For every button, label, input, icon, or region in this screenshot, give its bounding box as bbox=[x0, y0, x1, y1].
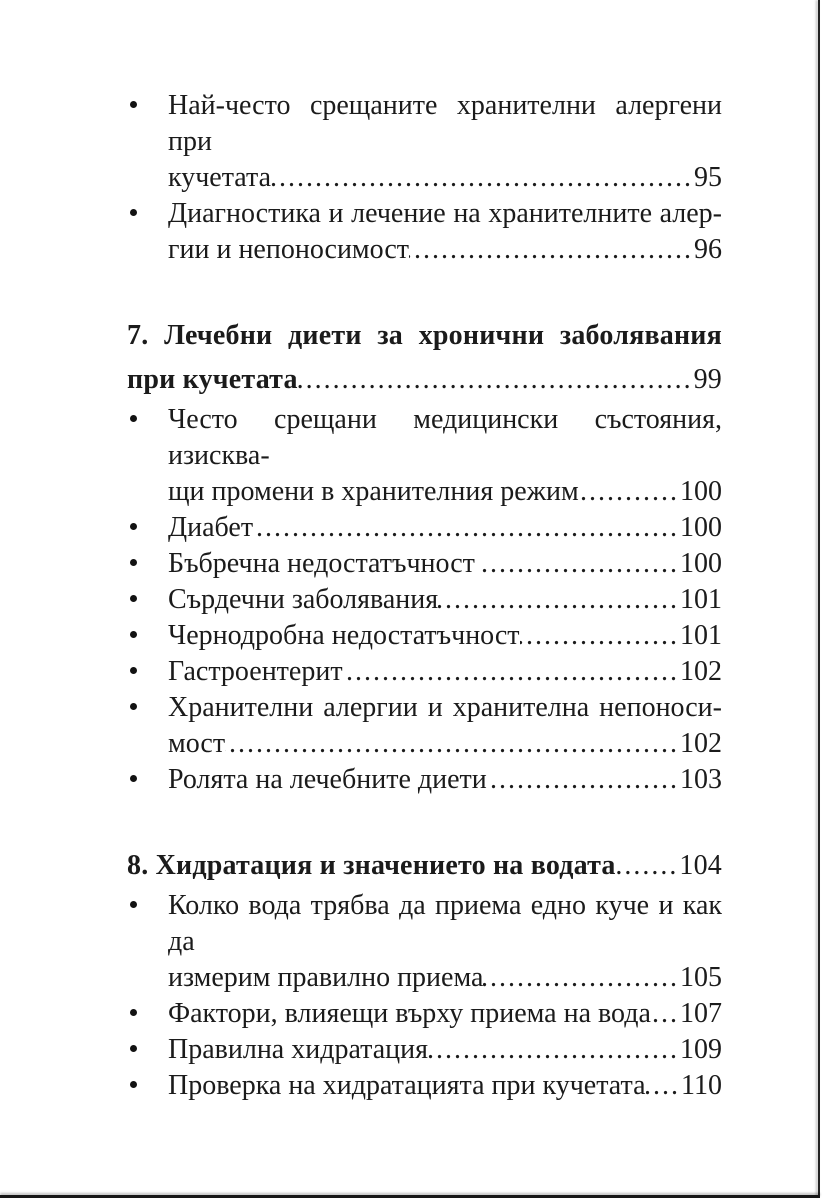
chapter-heading bbox=[127, 844, 722, 888]
chapter-heading-text: при кучетата bbox=[127, 364, 298, 395]
page-number: 96 bbox=[694, 234, 722, 265]
toc-entry-text: Най-често срещаните хранителни алергени при bbox=[168, 90, 722, 157]
toc-entry-line bbox=[168, 726, 722, 762]
toc-entry-line bbox=[168, 654, 722, 690]
bullet-icon bbox=[130, 595, 137, 602]
toc-section bbox=[127, 314, 722, 798]
toc-entry bbox=[127, 654, 722, 690]
page-number: 99 bbox=[693, 364, 722, 395]
toc-entry-line bbox=[168, 960, 722, 996]
toc-entry-text: Правилна хидратация bbox=[168, 1034, 429, 1065]
toc-entry-text: кучетата bbox=[168, 162, 272, 193]
toc-entry-line bbox=[168, 510, 722, 546]
toc-entry-line bbox=[168, 1032, 722, 1068]
toc-entry-text: Фактори, влияещи върху приема на вода bbox=[168, 998, 651, 1029]
dot-leader bbox=[271, 160, 693, 196]
toc-entry-text: Гастроентерит bbox=[168, 656, 343, 687]
dot-leader bbox=[438, 582, 679, 618]
toc-entry-line bbox=[168, 232, 722, 268]
page-number: 101 bbox=[680, 584, 722, 615]
chapter-heading-text: 7. Лечебни диети за хронични заболявания bbox=[127, 320, 722, 351]
toc-entry-text: Хранителни алергии и хранителна непоноси- bbox=[168, 692, 722, 723]
toc-entry bbox=[127, 510, 722, 546]
toc-entry-line bbox=[168, 160, 722, 196]
toc-entry-text: Колко вода трябва да приема едно куче и как да bbox=[168, 890, 722, 957]
page-number: 102 bbox=[680, 728, 722, 759]
scan-edge-right bbox=[818, 0, 820, 1197]
dot-leader bbox=[483, 960, 679, 996]
dot-leader bbox=[298, 358, 693, 402]
chapter-heading-line bbox=[127, 844, 722, 888]
toc-entry bbox=[127, 1032, 722, 1068]
toc-entry-line bbox=[168, 546, 722, 582]
dot-leader bbox=[616, 844, 679, 888]
toc-entry-text: Диабет bbox=[168, 512, 254, 543]
page-number: 102 bbox=[680, 656, 722, 687]
toc-entry-line bbox=[168, 474, 722, 510]
bullet-icon bbox=[130, 667, 137, 674]
toc-entry-text: щи промени в хранителния режим bbox=[168, 476, 579, 507]
toc-entry bbox=[127, 546, 722, 582]
scan-edge-bottom bbox=[0, 1195, 820, 1198]
toc-entry bbox=[127, 618, 722, 654]
dot-leader bbox=[428, 1032, 679, 1068]
page-number: 100 bbox=[680, 476, 722, 507]
toc-entry-line bbox=[168, 762, 722, 798]
chapter-heading-text: 8. Хидратация и значението на водата bbox=[127, 850, 616, 881]
dot-leader bbox=[520, 618, 679, 654]
toc-entry-line bbox=[168, 996, 722, 1032]
bullet-icon bbox=[130, 901, 137, 908]
page-number: 101 bbox=[680, 620, 722, 651]
dot-leader bbox=[482, 546, 679, 582]
bullet-icon bbox=[130, 775, 137, 782]
bullet-icon bbox=[130, 1081, 137, 1088]
toc-entry-text: мост bbox=[168, 728, 226, 759]
page-number: 107 bbox=[680, 998, 722, 1029]
dot-leader bbox=[487, 762, 679, 798]
toc-entry bbox=[127, 996, 722, 1032]
bullet-icon bbox=[130, 415, 137, 422]
bullet-icon bbox=[130, 523, 137, 530]
page-number: 95 bbox=[694, 162, 722, 193]
page-number: 100 bbox=[680, 548, 722, 579]
dot-leader bbox=[225, 726, 679, 762]
toc-entry-text: измерим правилно приема bbox=[168, 962, 484, 993]
bullet-icon bbox=[130, 703, 137, 710]
bullet-icon bbox=[130, 101, 137, 108]
toc-entry-line bbox=[168, 1068, 722, 1104]
chapter-heading bbox=[127, 314, 722, 402]
page-number: 104 bbox=[679, 850, 722, 881]
page-number: 105 bbox=[680, 962, 722, 993]
page-number: 100 bbox=[680, 512, 722, 543]
bullet-icon bbox=[130, 1045, 137, 1052]
toc-section bbox=[127, 844, 722, 1104]
toc-entry bbox=[127, 1068, 722, 1104]
dot-leader bbox=[646, 1068, 681, 1104]
toc-entry bbox=[127, 402, 722, 510]
toc-entry-text: гии и непоносимост bbox=[168, 234, 410, 265]
dot-leader bbox=[343, 654, 679, 690]
dot-leader bbox=[651, 996, 679, 1032]
dot-leader bbox=[579, 474, 679, 510]
toc-entry-text: Ролята на лечебните диети bbox=[168, 764, 487, 795]
page-number: 103 bbox=[680, 764, 722, 795]
page-number: 109 bbox=[680, 1034, 722, 1065]
toc-entry-text: Чернодробна недостатъчност bbox=[168, 620, 520, 651]
toc-entry-text: Сърдечни заболявания bbox=[168, 584, 439, 615]
toc-entry bbox=[127, 196, 722, 268]
table-of-contents bbox=[127, 88, 722, 1104]
toc-entry-line bbox=[168, 582, 722, 618]
chapter-heading-line bbox=[127, 358, 722, 402]
bullet-icon bbox=[130, 209, 137, 216]
bullet-icon bbox=[130, 631, 137, 638]
toc-entry bbox=[127, 690, 722, 762]
toc-entry-text: Диагностика и лечение на хранителните алер- bbox=[168, 198, 722, 229]
toc-entry-text: Проверка на хидратацията при кучетата bbox=[168, 1070, 646, 1101]
page-number: 110 bbox=[681, 1070, 722, 1101]
toc-entry bbox=[127, 762, 722, 798]
dot-leader bbox=[409, 232, 693, 268]
bullet-icon bbox=[130, 559, 137, 566]
toc-entry bbox=[127, 88, 722, 196]
toc-entry-text: Бъбречна недостатъчност bbox=[168, 548, 482, 579]
toc-entry bbox=[127, 582, 722, 618]
toc-entry-text: Често срещани медицински състояния, изисква- bbox=[168, 404, 722, 471]
toc-entry bbox=[127, 888, 722, 996]
bullet-icon bbox=[130, 1009, 137, 1016]
toc-section bbox=[127, 88, 722, 268]
toc-entry-line bbox=[168, 618, 722, 654]
dot-leader bbox=[253, 510, 679, 546]
